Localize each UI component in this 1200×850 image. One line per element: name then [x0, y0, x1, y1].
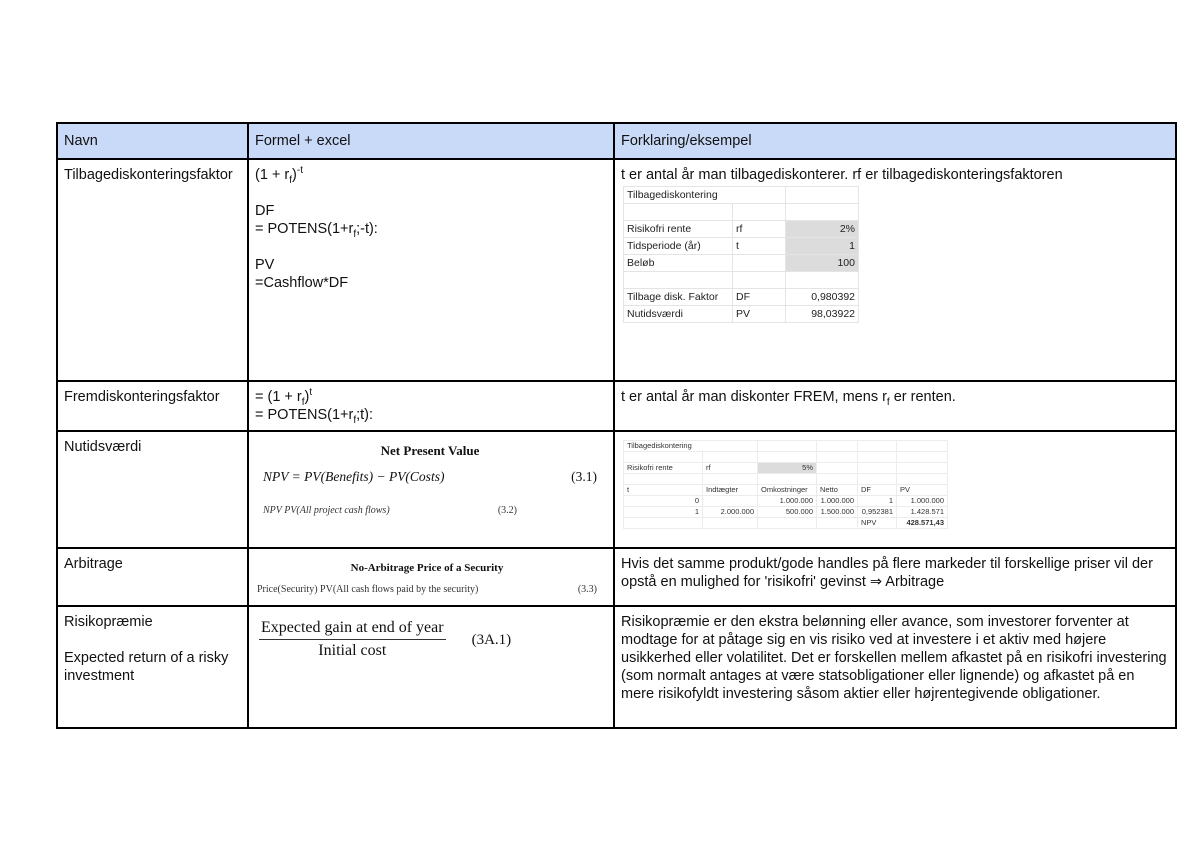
risk-premium-equation-number: (3A.1)	[471, 631, 512, 648]
row5-name-subtitle: Expected return of a risky investment	[64, 650, 229, 684]
row1-name-text: Tilbagediskonteringsfaktor	[64, 167, 233, 183]
row3-name: Nutidsværdi	[57, 431, 248, 548]
sheet1-row: Risikofri rente rf 2%	[624, 221, 859, 238]
sheet1-row: Beløb 100	[624, 255, 859, 272]
sheet2-row: 0 1.000.000 1.000.000 1 1.000.000	[624, 496, 948, 507]
header-forklaring: Forklaring/eksempel	[614, 123, 1176, 159]
row2-excel-formula: = $POTENS(1+r_f;t)$:	[255, 407, 374, 426]
fraction-numerator: Expected gain at end of year	[259, 619, 446, 640]
arbitrage-equation-number: (3.3)	[577, 584, 597, 595]
row1-name	[57, 159, 248, 381]
row-fremdiskontering	[57, 381, 1176, 431]
sheet2-row: 1 2.000.000 500.000 1.500.000 0,952381 1.428.571	[624, 507, 948, 518]
row5-name-text: Risikopræmie	[64, 614, 153, 630]
npv-equation: NPV = PV(Benefits) − PV(Costs)	[263, 469, 445, 484]
row5-name	[57, 606, 248, 728]
row1-pv-label: PV	[255, 257, 275, 273]
header-navn: Navn	[57, 123, 248, 159]
sheet1-row: Tidsperiode (år) t 1	[624, 238, 859, 255]
row5-formula	[248, 606, 614, 728]
arbitrage-formula-title: No-Arbitrage Price of a Security	[350, 562, 504, 574]
npv-equation-2-number: (3.2)	[497, 505, 517, 516]
row2-name: Fremdiskonteringsfaktor	[57, 381, 248, 431]
row4-explanation: Hvis det samme produkt/gode handles på flere markeder til forskellige priser vil der opstå en mulighed for 'risikofri' gevinst ⇒ Arbitrage	[614, 548, 1176, 606]
npv-equation-number: (3.1)	[571, 469, 597, 484]
npv-sheet: Tilbagediskontering Risikofri rente rf 5% t Indtægter Omkostninger Netto DF PV 0 1.000.000 1.000.000 1 1.000.000 1 2.000.000 500.000 1.500.000 0,952381 1.428.571 NPV 428.571,43	[623, 440, 948, 529]
row1-explanation-text: t er antal år man tilbagediskonterer. rf er tilbagediskonteringsfaktoren	[621, 167, 1063, 183]
row2-formula	[248, 381, 614, 431]
row1-formula	[248, 159, 614, 381]
row2-main-formula: = $(1 + r_f)^t$	[255, 387, 313, 408]
row-risikopraemie	[57, 606, 1176, 728]
row1-explanation	[614, 159, 1176, 381]
risk-premium-formula-image	[255, 613, 607, 660]
row5-explanation: Risikopræmie er den ekstra belønning eller avance, som investorer forventer at modtage for at påtage sig en vis risiko ved at investere i et aktiv med højere usikkerhed eller volatilitet. Det er forskellen mellem afkastet på en risikofri investering (som normalt antages at være statsobligationer eller lignende) og afkastet på en mere risikofyldt investering såsom aktier eller højrentegivende obligationer.	[614, 606, 1176, 728]
sheet2-npv-row: NPV 428.571,43	[624, 518, 948, 529]
sheet1-row: Nutidsværdi PV 98,03922	[624, 306, 859, 323]
row4-formula	[248, 548, 614, 606]
risk-premium-fraction	[259, 619, 446, 660]
sheet1-row: Tilbage disk. Faktor DF 0,980392	[624, 289, 859, 306]
row3-formula	[248, 431, 614, 548]
fraction-denominator: Initial cost	[318, 642, 387, 659]
row1-pv-formula: =Cashflow*DF	[255, 275, 349, 291]
npv-equation-2: NPV PV(All project cash flows)	[263, 505, 390, 516]
sheet2-title: Tilbagediskontering	[624, 441, 758, 452]
row4-name: Arbitrage	[57, 548, 248, 606]
header-row	[57, 123, 1176, 159]
header-formel: Formel + excel	[248, 123, 614, 159]
sheet2-head-row: t Indtægter Omkostninger Netto DF PV	[624, 485, 948, 496]
row1-main-formula: $(1 + r_f)^{-t}$	[255, 165, 303, 186]
row2-explanation: t er antal år man diskonter FREM, mens $r_f$ er renten.	[614, 381, 1176, 431]
formula-table	[56, 122, 1177, 729]
row1-df-label: DF	[255, 203, 275, 219]
row1-df-formula: = $POTENS(1+r_f;-t)$:	[255, 221, 378, 240]
sheet1-title: Tilbagediskontering	[624, 187, 786, 204]
row-nutidsvaerdi	[57, 431, 1176, 548]
row-tilbagediskontering	[57, 159, 1176, 381]
npv-formula-image	[255, 438, 607, 520]
arbitrage-formula-image	[255, 555, 607, 599]
arbitrage-equation: Price(Security) PV(All cash flows paid by the security)	[257, 584, 479, 595]
row-arbitrage	[57, 548, 1176, 606]
npv-formula-title: Net Present Value	[380, 443, 480, 458]
row3-explanation	[614, 431, 1176, 548]
tilbagediskontering-sheet	[623, 186, 859, 323]
